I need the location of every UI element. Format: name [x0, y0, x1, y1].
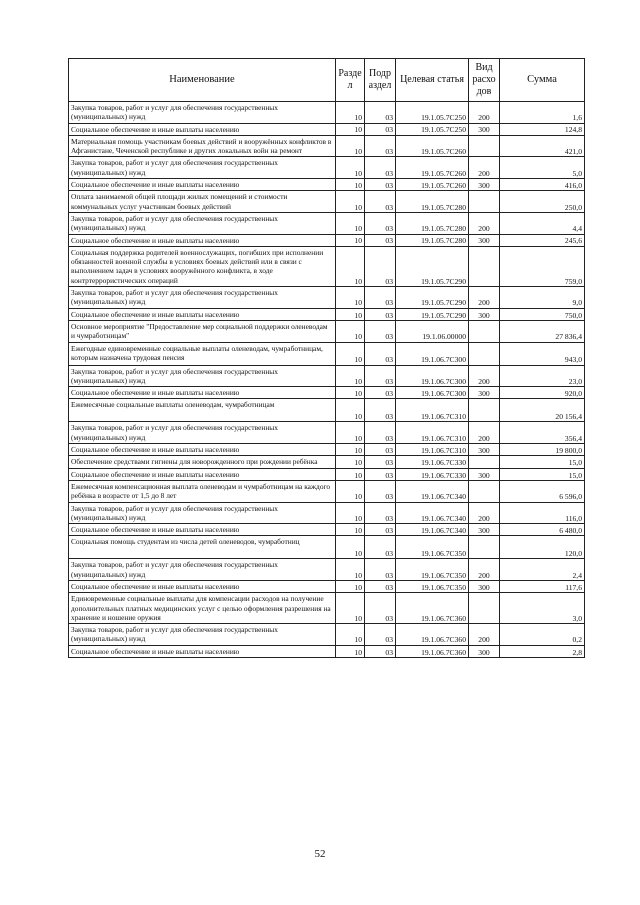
table-row [69, 580, 585, 592]
row-name-cell: Социальное обеспечение и иные выплаты населению [69, 234, 336, 246]
row-name-cell: Основное мероприятие "Предоставление мер социальной поддержки оленеводам и чумработницам" [69, 320, 336, 342]
row-target-cell: 19.1.06.7С300 [396, 342, 469, 365]
row-podrazdel-cell: 03 [365, 157, 396, 179]
row-podrazdel-cell: 03 [365, 422, 396, 444]
row-sum-cell: 116,0 [500, 502, 585, 524]
row-target-cell: 19.1.06.7С300 [396, 387, 469, 399]
row-target-cell: 19.1.06.7С350 [396, 580, 469, 592]
row-vid-cell [469, 456, 500, 468]
row-podrazdel-cell: 03 [365, 645, 396, 657]
row-target-cell: 19.1.06.7С350 [396, 536, 469, 559]
table-row [69, 246, 585, 286]
row-target-cell: 19.1.05.7С260 [396, 157, 469, 179]
row-vid-cell: 200 [469, 157, 500, 179]
row-name-cell: Социальное обеспечение и иные выплаты населению [69, 468, 336, 480]
row-vid-cell: 300 [469, 123, 500, 135]
row-name-cell: Социальное обеспечение и иные выплаты населению [69, 524, 336, 536]
row-razdel-cell: 10 [336, 102, 365, 124]
row-target-cell: 19.1.06.7С310 [396, 422, 469, 444]
row-podrazdel-cell: 03 [365, 123, 396, 135]
row-vid-cell: 300 [469, 179, 500, 191]
table-row [69, 502, 585, 524]
row-razdel-cell: 10 [336, 246, 365, 286]
row-name-cell: Социальное обеспечение и иные выплаты населению [69, 387, 336, 399]
row-razdel-cell: 10 [336, 135, 365, 157]
row-target-cell: 19.1.06.7С340 [396, 480, 469, 502]
row-vid-cell: 300 [469, 308, 500, 320]
row-name-cell: Ежегодные единовременные социальные выплаты оленеводам, чумработницам, которым назначена трудовая пенсия [69, 342, 336, 365]
row-razdel-cell: 10 [336, 593, 365, 624]
table-row [69, 645, 585, 657]
row-razdel-cell: 10 [336, 157, 365, 179]
row-vid-cell [469, 593, 500, 624]
table-row [69, 320, 585, 342]
row-razdel-cell: 10 [336, 191, 365, 213]
row-podrazdel-cell: 03 [365, 191, 396, 213]
table-row [69, 593, 585, 624]
row-razdel-cell: 10 [336, 365, 365, 387]
table-row [69, 559, 585, 581]
row-razdel-cell: 10 [336, 502, 365, 524]
row-podrazdel-cell: 03 [365, 444, 396, 456]
row-podrazdel-cell: 03 [365, 468, 396, 480]
row-name-cell: Социальное обеспечение и иные выплаты населению [69, 645, 336, 657]
row-sum-cell: 4,4 [500, 212, 585, 234]
row-name-cell: Единовременные социальные выплаты для компенсации расходов на получение дополнительных платных медицинских услуг с целью оформления разрешения на хранение и ношение оружия [69, 593, 336, 624]
row-target-cell: 19.1.06.00000 [396, 320, 469, 342]
table-row [69, 191, 585, 213]
row-razdel-cell: 10 [336, 387, 365, 399]
table-row [69, 536, 585, 559]
header-podrazdel: Подр аздел [365, 59, 396, 102]
row-podrazdel-cell: 03 [365, 399, 396, 422]
row-razdel-cell: 10 [336, 645, 365, 657]
row-target-cell: 19.1.06.7С340 [396, 502, 469, 524]
table-row [69, 308, 585, 320]
table-row [69, 399, 585, 422]
row-sum-cell: 416,0 [500, 179, 585, 191]
row-target-cell: 19.1.06.7С300 [396, 365, 469, 387]
row-sum-cell: 6 596,0 [500, 480, 585, 502]
row-sum-cell: 920,0 [500, 387, 585, 399]
row-sum-cell: 15,0 [500, 456, 585, 468]
row-vid-cell: 200 [469, 422, 500, 444]
row-podrazdel-cell: 03 [365, 580, 396, 592]
row-sum-cell: 15,0 [500, 468, 585, 480]
row-vid-cell: 300 [469, 234, 500, 246]
row-name-cell: Социальное обеспечение и иные выплаты населению [69, 123, 336, 135]
table-row [69, 342, 585, 365]
row-vid-cell: 200 [469, 102, 500, 124]
row-razdel-cell: 10 [336, 524, 365, 536]
table-row [69, 468, 585, 480]
header-sum: Сумма [500, 59, 585, 102]
row-target-cell: 19.1.06.7С360 [396, 624, 469, 646]
row-sum-cell: 6 480,0 [500, 524, 585, 536]
budget-table [68, 58, 585, 658]
row-sum-cell: 1,6 [500, 102, 585, 124]
row-name-cell: Социальное обеспечение и иные выплаты населению [69, 580, 336, 592]
row-name-cell: Обеспечение средствами гигиены для новорожденного при рождении ребёнка [69, 456, 336, 468]
row-sum-cell: 750,0 [500, 308, 585, 320]
row-sum-cell: 250,0 [500, 191, 585, 213]
row-target-cell: 19.1.05.7С260 [396, 135, 469, 157]
row-sum-cell: 20 156,4 [500, 399, 585, 422]
row-razdel-cell: 10 [336, 444, 365, 456]
row-podrazdel-cell: 03 [365, 593, 396, 624]
row-name-cell: Закупка товаров, работ и услуг для обеспечения государственных (муниципальных) нужд [69, 157, 336, 179]
row-name-cell: Закупка товаров, работ и услуг для обеспечения государственных (муниципальных) нужд [69, 422, 336, 444]
row-razdel-cell: 10 [336, 320, 365, 342]
row-razdel-cell: 10 [336, 399, 365, 422]
row-vid-cell [469, 536, 500, 559]
row-name-cell: Оплата занимаемой общей площади жилых помещений и стоимости коммунальных услуг участникам боевых действий [69, 191, 336, 213]
row-target-cell: 19.1.06.7С330 [396, 456, 469, 468]
row-sum-cell: 23,0 [500, 365, 585, 387]
row-vid-cell: 200 [469, 212, 500, 234]
row-podrazdel-cell: 03 [365, 135, 396, 157]
row-vid-cell [469, 246, 500, 286]
row-podrazdel-cell: 03 [365, 287, 396, 309]
header-razdel: Разде л [336, 59, 365, 102]
row-vid-cell [469, 191, 500, 213]
row-vid-cell [469, 320, 500, 342]
row-vid-cell [469, 399, 500, 422]
row-name-cell: Закупка товаров, работ и услуг для обеспечения государственных (муниципальных) нужд [69, 102, 336, 124]
row-podrazdel-cell: 03 [365, 308, 396, 320]
table-row [69, 444, 585, 456]
row-target-cell: 19.1.06.7С360 [396, 593, 469, 624]
row-vid-cell: 300 [469, 468, 500, 480]
header-vid: Вид расхо дов [469, 59, 500, 102]
row-razdel-cell: 10 [336, 123, 365, 135]
row-podrazdel-cell: 03 [365, 387, 396, 399]
row-razdel-cell: 10 [336, 234, 365, 246]
row-podrazdel-cell: 03 [365, 536, 396, 559]
row-vid-cell [469, 135, 500, 157]
page-number: 52 [314, 848, 326, 860]
row-podrazdel-cell: 03 [365, 320, 396, 342]
row-vid-cell: 200 [469, 365, 500, 387]
table-row [69, 524, 585, 536]
table-row [69, 422, 585, 444]
header-name: Наименование [69, 59, 336, 102]
row-podrazdel-cell: 03 [365, 212, 396, 234]
row-name-cell: Социальное обеспечение и иные выплаты населению [69, 444, 336, 456]
row-name-cell: Социальное обеспечение и иные выплаты населению [69, 308, 336, 320]
row-target-cell: 19.1.05.7С280 [396, 191, 469, 213]
row-razdel-cell: 10 [336, 422, 365, 444]
row-razdel-cell: 10 [336, 468, 365, 480]
row-razdel-cell: 10 [336, 212, 365, 234]
row-target-cell: 19.1.05.7С260 [396, 179, 469, 191]
row-sum-cell: 19 800,0 [500, 444, 585, 456]
row-sum-cell: 356,4 [500, 422, 585, 444]
row-name-cell: Закупка товаров, работ и услуг для обеспечения государственных (муниципальных) нужд [69, 502, 336, 524]
row-name-cell: Ежемесячные социальные выплаты оленеводам, чумработницам [69, 399, 336, 422]
row-vid-cell: 300 [469, 524, 500, 536]
row-razdel-cell: 10 [336, 559, 365, 581]
table-row [69, 179, 585, 191]
table-body [69, 102, 585, 658]
row-podrazdel-cell: 03 [365, 102, 396, 124]
row-sum-cell: 27 836,4 [500, 320, 585, 342]
table-row [69, 102, 585, 124]
row-podrazdel-cell: 03 [365, 234, 396, 246]
row-target-cell: 19.1.05.7С290 [396, 287, 469, 309]
row-target-cell: 19.1.05.7С290 [396, 308, 469, 320]
row-target-cell: 19.1.05.7С280 [396, 212, 469, 234]
table-row [69, 135, 585, 157]
table-header-row [69, 59, 585, 102]
row-sum-cell: 2,4 [500, 559, 585, 581]
row-podrazdel-cell: 03 [365, 342, 396, 365]
table-row [69, 387, 585, 399]
table-row [69, 123, 585, 135]
row-name-cell: Социальное обеспечение и иные выплаты населению [69, 179, 336, 191]
row-podrazdel-cell: 03 [365, 365, 396, 387]
row-target-cell: 19.1.05.7С250 [396, 123, 469, 135]
row-podrazdel-cell: 03 [365, 456, 396, 468]
row-target-cell: 19.1.06.7С310 [396, 399, 469, 422]
row-name-cell: Закупка товаров, работ и услуг для обеспечения государственных (муниципальных) нужд [69, 287, 336, 309]
row-podrazdel-cell: 03 [365, 502, 396, 524]
row-name-cell: Социальная поддержка родителей военнослужащих, погибших при исполнении обязанностей военной службы в условиях боевых действий или в связи с выполнением задач в условиях вооружённого конфликта, в ходе контртеррористических операций [69, 246, 336, 286]
row-target-cell: 19.1.06.7С340 [396, 524, 469, 536]
row-razdel-cell: 10 [336, 342, 365, 365]
row-vid-cell: 200 [469, 287, 500, 309]
table-row [69, 365, 585, 387]
row-razdel-cell: 10 [336, 480, 365, 502]
row-razdel-cell: 10 [336, 624, 365, 646]
table-row [69, 157, 585, 179]
row-razdel-cell: 10 [336, 287, 365, 309]
row-vid-cell: 200 [469, 502, 500, 524]
row-podrazdel-cell: 03 [365, 179, 396, 191]
table-row [69, 456, 585, 468]
row-target-cell: 19.1.06.7С330 [396, 468, 469, 480]
row-sum-cell: 0,2 [500, 624, 585, 646]
row-name-cell: Материальная помощь участникам боевых действий и вооружённых конфликтов в Афганистане, Чеченской республике и других локальных войн на ремонт [69, 135, 336, 157]
row-sum-cell: 2,8 [500, 645, 585, 657]
table-row [69, 287, 585, 309]
row-razdel-cell: 10 [336, 179, 365, 191]
row-vid-cell: 300 [469, 580, 500, 592]
row-target-cell: 19.1.06.7С360 [396, 645, 469, 657]
row-target-cell: 19.1.06.7С350 [396, 559, 469, 581]
row-name-cell: Закупка товаров, работ и услуг для обеспечения государственных (муниципальных) нужд [69, 559, 336, 581]
row-name-cell: Социальная помощь студентам из числа детей оленеводов, чумработниц [69, 536, 336, 559]
row-vid-cell: 300 [469, 387, 500, 399]
row-vid-cell: 300 [469, 444, 500, 456]
row-sum-cell: 3,0 [500, 593, 585, 624]
row-name-cell: Ежемесячная компенсационная выплата оленеводам и чумработницам на каждого ребёнка в возрасте от 1,5 до 8 лет [69, 480, 336, 502]
row-name-cell: Закупка товаров, работ и услуг для обеспечения государственных (муниципальных) нужд [69, 624, 336, 646]
row-name-cell: Закупка товаров, работ и услуг для обеспечения государственных (муниципальных) нужд [69, 212, 336, 234]
row-razdel-cell: 10 [336, 308, 365, 320]
row-razdel-cell: 10 [336, 456, 365, 468]
row-podrazdel-cell: 03 [365, 480, 396, 502]
row-podrazdel-cell: 03 [365, 624, 396, 646]
row-sum-cell: 421,0 [500, 135, 585, 157]
row-razdel-cell: 10 [336, 536, 365, 559]
row-vid-cell [469, 342, 500, 365]
row-sum-cell: 9,0 [500, 287, 585, 309]
row-sum-cell: 759,0 [500, 246, 585, 286]
row-vid-cell: 300 [469, 645, 500, 657]
row-sum-cell: 245,6 [500, 234, 585, 246]
row-razdel-cell: 10 [336, 580, 365, 592]
row-sum-cell: 943,0 [500, 342, 585, 365]
row-vid-cell: 200 [469, 624, 500, 646]
table-row [69, 624, 585, 646]
table-row [69, 234, 585, 246]
row-podrazdel-cell: 03 [365, 246, 396, 286]
row-target-cell: 19.1.05.7С280 [396, 234, 469, 246]
row-sum-cell: 5,0 [500, 157, 585, 179]
table-row [69, 480, 585, 502]
row-target-cell: 19.1.05.7С250 [396, 102, 469, 124]
row-podrazdel-cell: 03 [365, 524, 396, 536]
table-row [69, 212, 585, 234]
header-target: Целевая статья [396, 59, 469, 102]
row-sum-cell: 117,6 [500, 580, 585, 592]
row-target-cell: 19.1.06.7С310 [396, 444, 469, 456]
row-name-cell: Закупка товаров, работ и услуг для обеспечения государственных (муниципальных) нужд [69, 365, 336, 387]
row-vid-cell: 200 [469, 559, 500, 581]
row-podrazdel-cell: 03 [365, 559, 396, 581]
budget-page [68, 58, 584, 658]
row-target-cell: 19.1.05.7С290 [396, 246, 469, 286]
row-sum-cell: 120,0 [500, 536, 585, 559]
row-vid-cell [469, 480, 500, 502]
row-sum-cell: 124,8 [500, 123, 585, 135]
